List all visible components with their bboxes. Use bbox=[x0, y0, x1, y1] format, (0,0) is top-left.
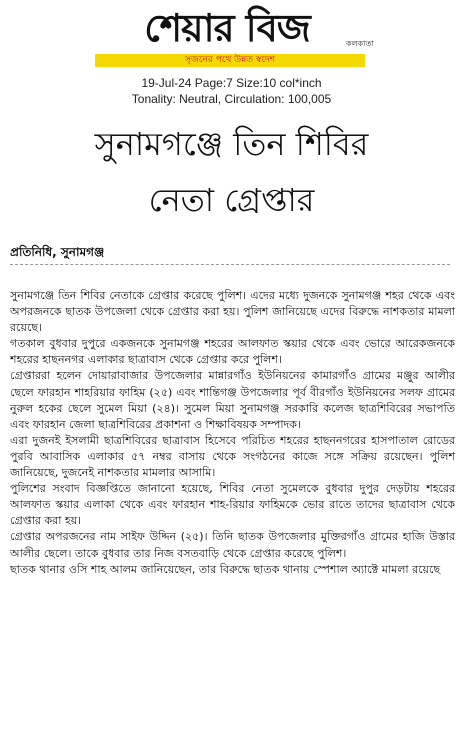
newspaper-logo: শেয়ার বিজ bbox=[144, 5, 310, 50]
logo-tagline: সৃজনের পথে উন্নত স্বদেশ bbox=[184, 55, 276, 65]
paragraph: সুনামগঞ্জে তিন শিবির নেতাকে গ্রেপ্তার করেছে পুলিশ। এদের মধ্যে দুজনকে সুনামগঞ্জ শহর থেকে এবং অপরজনকে ছাতক উপজেলা থেকে গ্রেপ্তার করা হয়। পুলিশ জানিয়েছে এদের বিরুদ্ধে নাশকতার মামলা রয়েছে। bbox=[10, 289, 455, 335]
paragraph: পুলিশের সংবাদ বিজ্ঞপ্তিতে জানানো হয়েছে, শিবির নেতা সুমেলকে বুধবার দুপুর দেড়টায় শহরের আলফাত স্কয়ার এলাকা থেকে এবং ফারহান শাহ-রিয়ার ফাহিমকে ভোর রাতে তাদের ছাত্রাবাস থেকে গ্রেপ্তার করা হয়। bbox=[10, 482, 455, 528]
clip-info-tonality: Tonality: Neutral, Circulation: 100,005 bbox=[131, 92, 332, 106]
paragraph: এরা দুজনই ইসলামী ছাত্রশিবিরের ছাত্রাবাস হিসেবে পরিচিত শহরের হাছননগরের হাসপাতাল রোডের পুরবি আবাসিক এলাকার ৫৭ নম্বর বাসায় থেকে সংগঠনের কাজে সঙ্গে সক্রিয় রয়েছেন। পুলিশ জানিয়েছে, দুজনেই নাশকতার মামলার আসামি। bbox=[10, 433, 455, 480]
byline-divider bbox=[10, 264, 450, 265]
paragraph: গ্রেপ্তার অপরজনের নাম সাইফ উদ্দিন (২৫)। তিনি ছাতক উপজেলার মুক্তিরগাঁও গ্রামের হাজি উস্তার আলীর ছেলে। তাকে বুধবার তার নিজ বসতবাড়ি থেকে গ্রেপ্তার করেছে পুলিশ। bbox=[10, 530, 455, 560]
paragraph: গ্রেপ্তাররা হলেন দোয়ারাবাজার উপজেলার মান্নারগাঁও ইউনিয়নের কামারগাঁও গ্রামের মঞ্জুর আলীর ছেলে ফারহান শাহরিয়ার ফাহিম (২৫) এবং শান্তিগঞ্জ উপজেলার পূর্ব বীরগাঁও ইউনিয়নের সলফ গ্রামের নুরুল হকের ছেলে সুমেল মিয়া (২৪)। সুমেল মিয়া সুনামগঞ্জ সরকারি কলেজ ছাত্রশিবিরের সভাপতি এবং ফারহান জেলা ছাত্রশিবিরের প্রকাশনা ও শিক্ষাবিষয়ক সম্পাদক। bbox=[10, 369, 455, 431]
clip-info-date-page: 19-Jul-24 Page:7 Size:10 col*inch bbox=[141, 76, 322, 90]
paragraph: গতকাল বুধবার দুপুরে একজনকে সুনামগঞ্জ শহরের আলফাত স্কয়ার থেকে এবং ভোরে আরেকজনকে শহরের হাছননগর এলাকার ছাত্রাবাস থেকে গ্রেপ্তার করে পুলিশ। bbox=[10, 337, 455, 367]
article-body bbox=[10, 288, 455, 578]
article-headline bbox=[0, 116, 463, 228]
headline-line-1: সুনামগঞ্জে তিন শিবির bbox=[94, 125, 369, 163]
logo-city-label: কলকাতা bbox=[346, 39, 374, 48]
article-byline: প্রতিনিধি, সুনামগঞ্জ bbox=[10, 245, 105, 259]
masthead bbox=[0, 4, 463, 74]
paragraph: ছাতক থানার ওসি শাহ আলম জানিয়েছেন, তার বিরুদ্ধে ছাতক থানায় স্পেশাল অ্যাক্টে মামলা রয়েছে bbox=[10, 562, 441, 576]
headline-line-2: নেতা গ্রেপ্তার bbox=[148, 181, 315, 219]
